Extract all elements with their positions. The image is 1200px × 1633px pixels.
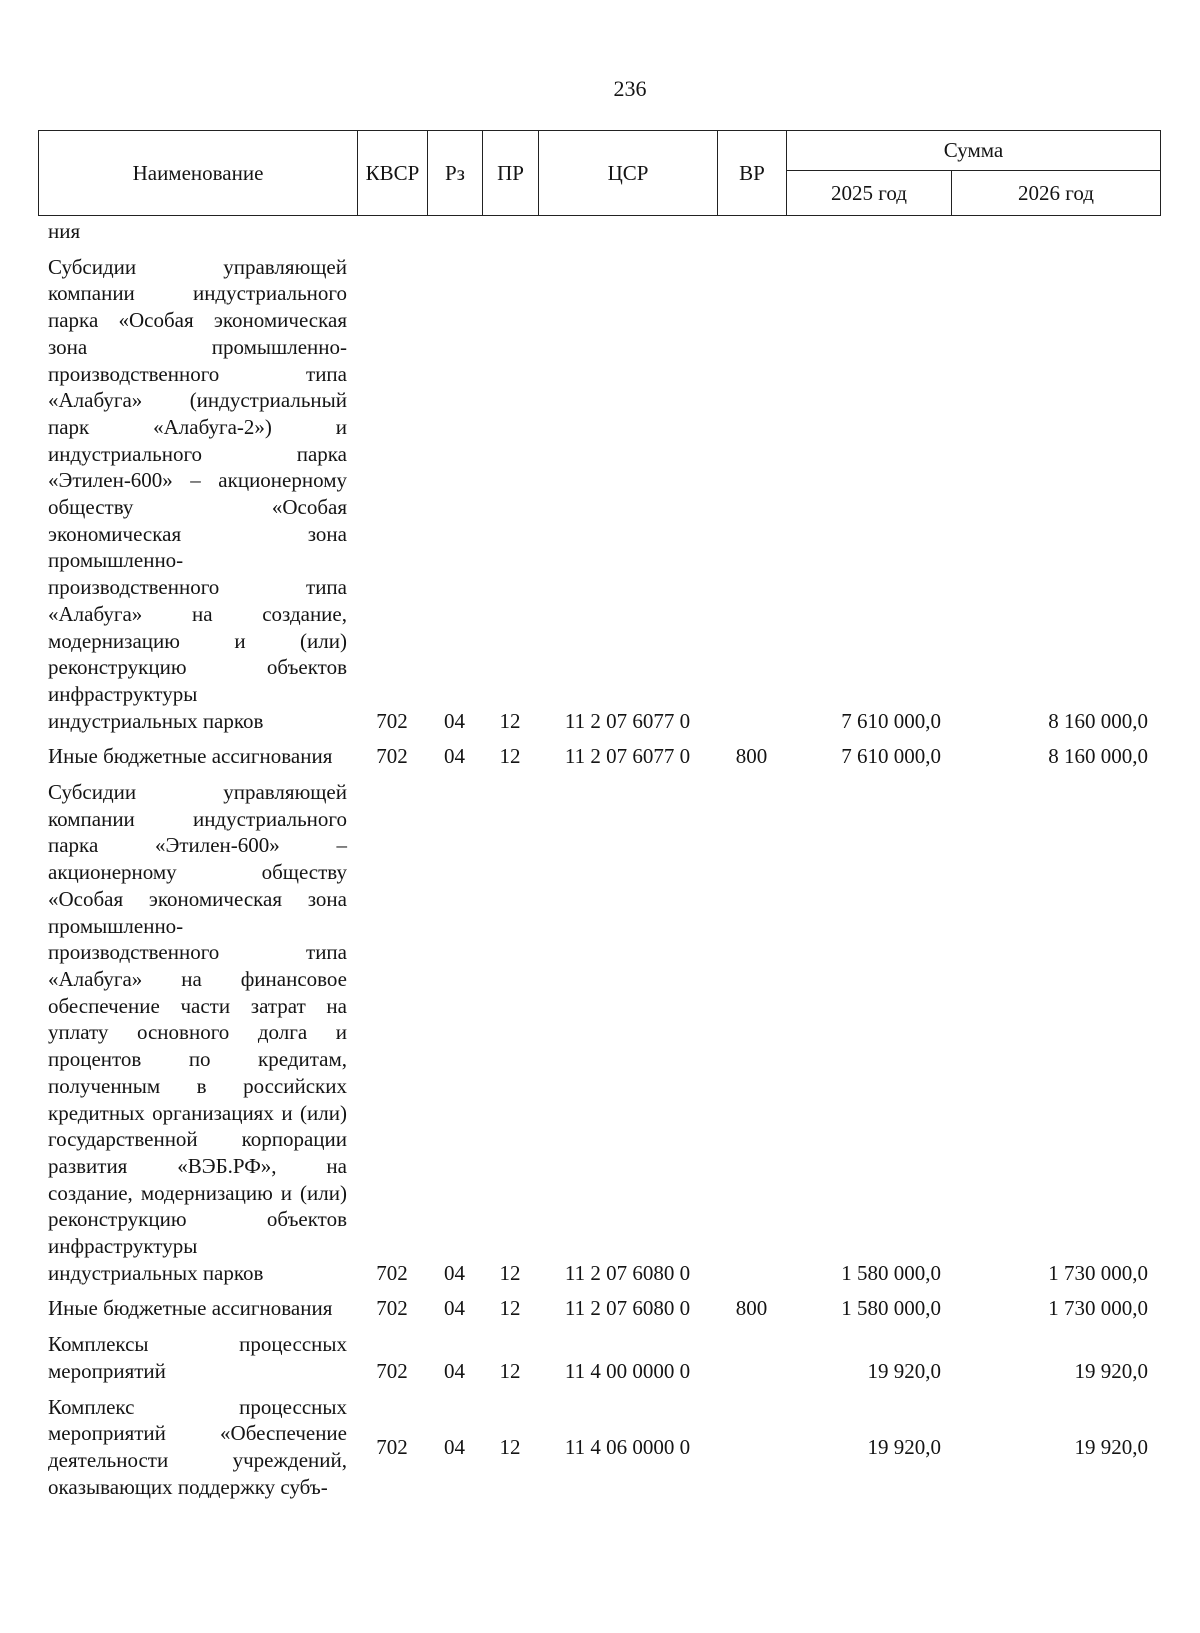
row-name: Иные бюджетные ассигнования — [48, 1296, 333, 1321]
row-pr: 12 — [499, 744, 521, 769]
row-sum-2026: 1 730 000,0 — [1048, 1260, 1148, 1285]
row-vr: 800 — [735, 1296, 768, 1321]
row-rz: 04 — [444, 744, 465, 769]
row-vr — [717, 218, 786, 245]
row-sum-2025: 19 920,0 — [867, 1434, 941, 1459]
header-pr: ПР — [483, 131, 539, 216]
row-kvsr: 702 — [376, 744, 408, 769]
row-csr: 11 4 00 0000 0 — [564, 1358, 691, 1383]
row-sum-2025: 1 580 000,0 — [841, 1296, 941, 1321]
budget-table — [38, 218, 1160, 1500]
row-csr: 11 2 07 6077 0 — [564, 708, 691, 733]
table-row — [38, 218, 1160, 245]
row-name: Комплексы процессных мероприятий — [48, 1332, 347, 1383]
row-pr: 12 — [499, 1358, 521, 1383]
table-row — [38, 1286, 1160, 1322]
row-rz: 04 — [444, 1434, 465, 1459]
row-sum-2026: 19 920,0 — [1074, 1434, 1148, 1459]
row-sum-2025: 1 580 000,0 — [841, 1260, 941, 1285]
row-name: ния — [48, 219, 81, 243]
header-name: Наименование — [39, 131, 358, 216]
row-csr: 11 2 07 6080 0 — [564, 1260, 691, 1285]
row-pr: 12 — [499, 708, 521, 733]
row-vr: 800 — [735, 744, 768, 769]
row-sum-2025 — [786, 218, 951, 245]
header-rz: Рз — [428, 131, 483, 216]
row-name: Субсидии управляющей компании индустриального парка «Особая экономическая зона промышленно-производственного типа «Алабуга» (индустриальный парк «Алабуга-2») и индустриального парка «Этилен-600» – акционерному обществу «Особая экономическая зона промышленно-производственного типа «Алабуга» на создание, модернизацию и (или) реконструкцию объектов инфраструктуры индустриальных парков — [48, 254, 347, 733]
table-row — [38, 734, 1160, 770]
row-kvsr: 702 — [376, 1296, 408, 1321]
table-row — [38, 770, 1160, 1286]
row-vr — [717, 245, 786, 735]
row-kvsr — [357, 218, 427, 245]
row-csr — [538, 218, 717, 245]
row-rz: 04 — [444, 708, 465, 733]
row-csr: 11 2 07 6077 0 — [564, 744, 691, 769]
table-row — [38, 245, 1160, 735]
row-sum-2026 — [951, 218, 1160, 245]
row-kvsr: 702 — [376, 1260, 408, 1285]
row-csr: 11 2 07 6080 0 — [564, 1296, 691, 1321]
row-name: Субсидии управляющей компании индустриального парка «Этилен-600» – акционерному обществу «Особая экономическая зона промышленно-производственного типа «Алабуга» на финансовое обеспечение части затрат на уплату основного долга и процентов по кредитам, полученным в российских кредитных организациях и (или) государственной корпорации развития «ВЭБ.РФ», на создание, модернизацию и (или) реконструкцию объектов инфраструктуры индустриальных парков — [48, 780, 347, 1285]
row-rz — [427, 218, 482, 245]
header-csr: ЦСР — [539, 131, 718, 216]
row-name: Комплекс процессных мероприятий «Обеспечение деятельности учреждений, оказывающих поддержку субъ- — [48, 1394, 347, 1499]
header-vr: ВР — [718, 131, 787, 216]
table-row — [38, 1322, 1160, 1384]
row-vr — [717, 770, 786, 1286]
row-pr: 12 — [499, 1434, 521, 1459]
row-pr — [482, 218, 538, 245]
row-sum-2026: 19 920,0 — [1074, 1358, 1148, 1383]
header-sum: Сумма — [787, 131, 1161, 171]
page-number: 236 — [613, 76, 647, 101]
header-year-2025: 2025 год — [787, 171, 952, 216]
row-kvsr: 702 — [376, 708, 408, 733]
row-vr — [717, 1322, 786, 1384]
row-sum-2025: 7 610 000,0 — [841, 708, 941, 733]
row-vr — [717, 1385, 786, 1501]
row-kvsr: 702 — [376, 1358, 408, 1383]
row-sum-2025: 7 610 000,0 — [841, 744, 941, 769]
row-rz: 04 — [444, 1260, 465, 1285]
row-sum-2026: 8 160 000,0 — [1048, 744, 1148, 769]
row-rz: 04 — [444, 1296, 465, 1321]
header-year-2026: 2026 год — [952, 171, 1161, 216]
header-kvsr: КВСР — [358, 131, 428, 216]
row-csr: 11 4 06 0000 0 — [564, 1434, 691, 1459]
row-pr: 12 — [499, 1296, 521, 1321]
row-sum-2025: 19 920,0 — [867, 1358, 941, 1383]
row-sum-2026: 1 730 000,0 — [1048, 1296, 1148, 1321]
table-header — [38, 130, 1161, 216]
row-pr: 12 — [499, 1260, 521, 1285]
table-row — [38, 1385, 1160, 1501]
row-name: Иные бюджетные ассигнования — [48, 744, 333, 769]
row-rz: 04 — [444, 1358, 465, 1383]
row-sum-2026: 8 160 000,0 — [1048, 708, 1148, 733]
row-kvsr: 702 — [376, 1434, 408, 1459]
